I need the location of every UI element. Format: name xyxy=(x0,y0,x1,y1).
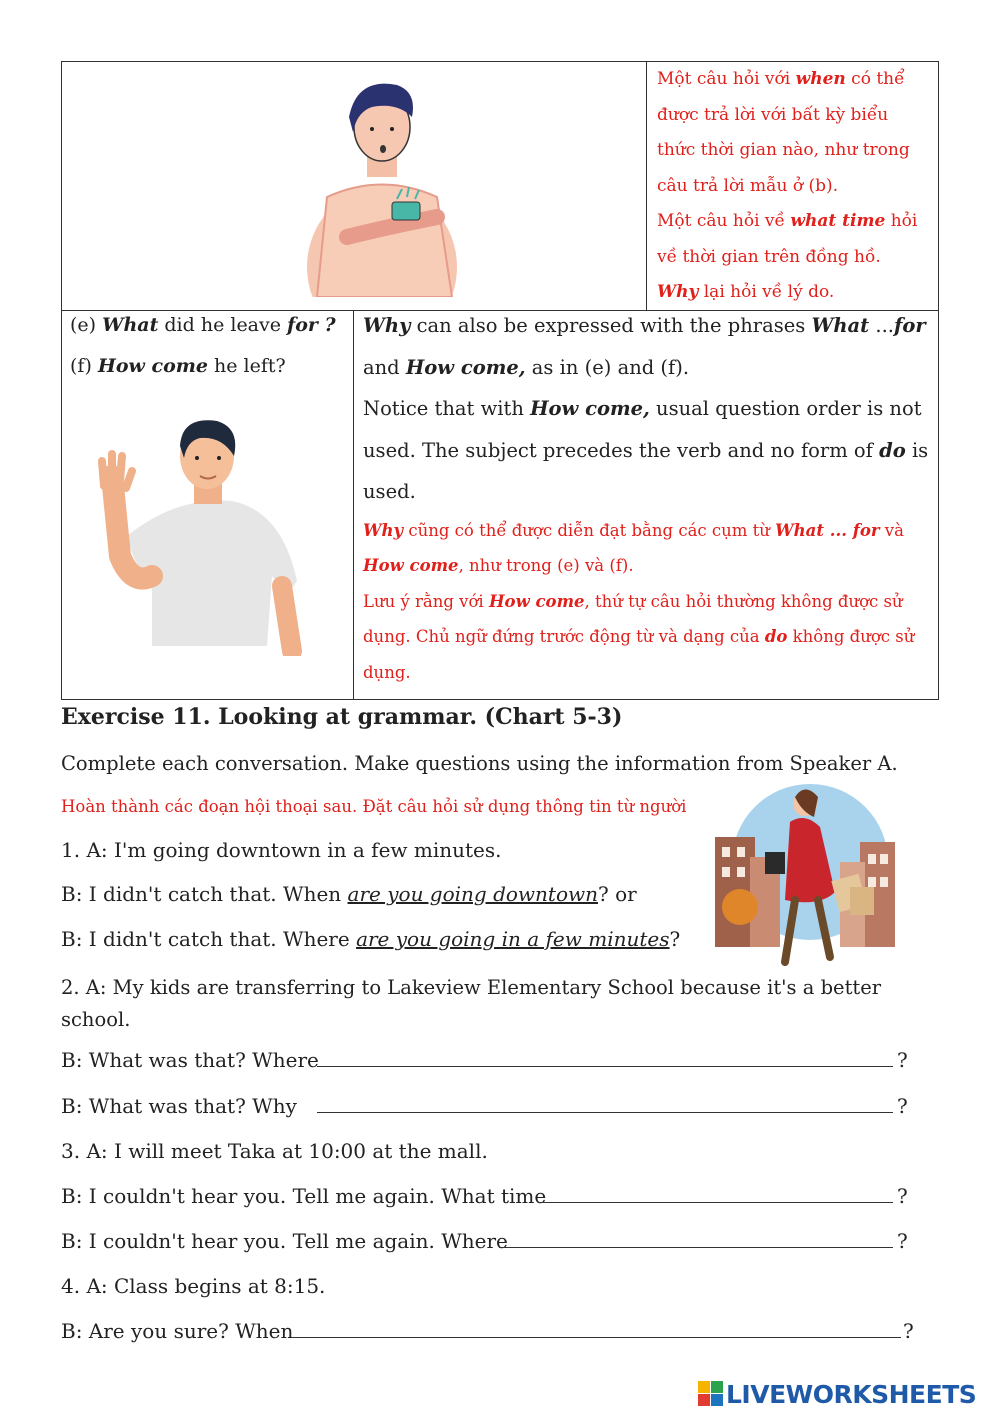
exercise-title: Exercise 11. Looking at grammar. (Chart 5-3) xyxy=(61,704,623,730)
q2-b2-answer-blank[interactable] xyxy=(317,1094,893,1113)
logo-text: LIVEWORKSHEETS xyxy=(726,1379,977,1409)
shopping-woman-illustration xyxy=(710,782,910,972)
note-p1: Một câu hỏi với when có thể được trả lời với bất kỳ biểu thức thời gian nào, như trong câu trả lời mẫu ở (b). xyxy=(657,69,910,196)
q2-a: 2. A: My kids are transferring to Lakeview Elementary School because it's a better school. xyxy=(61,976,882,1031)
q4-b1-answer-blank[interactable] xyxy=(293,1319,901,1338)
liveworksheets-logo[interactable] xyxy=(698,1378,976,1410)
q1-b2: B: I didn't catch that. Where are you going in a few minutes? xyxy=(61,927,681,951)
example-e: (e) What did he leave for ? xyxy=(70,314,336,336)
table-row1-note-cell xyxy=(646,61,939,311)
q3-b1-answer-blank[interactable] xyxy=(539,1184,893,1203)
q2-b2: B: What was that? Why ? xyxy=(61,1094,908,1118)
q3-b1: B: I couldn't hear you. Tell me again. What time ? xyxy=(61,1184,908,1208)
table-row1-image-cell xyxy=(61,61,647,311)
explanation-en-1: Why can also be expressed with the phrases What ...for and How come, as in (e) and (f). xyxy=(363,314,926,379)
q1-b2-answer: are you going in a few minutes xyxy=(356,927,670,951)
q3-b2: B: I couldn't hear you. Tell me again. Where ? xyxy=(61,1229,908,1253)
example-f: (f) How come he left? xyxy=(70,355,286,377)
explanation-vi-1: Why cũng có thể được diễn đạt bằng các cụm từ What ... for và How come, như trong (e) và (f). xyxy=(363,520,904,575)
logo-mark-icon xyxy=(698,1381,724,1407)
q1-b1: B: I didn't catch that. When are you going downtown? or xyxy=(61,882,637,906)
explanation-vi-2: Lưu ý rằng với How come, thứ tự câu hỏi thường không được sử dụng. Chủ ngữ đứng trước động từ và dạng của do không được sử dụng. xyxy=(363,591,915,682)
q3-a: 3. A: I will meet Taka at 10:00 at the mall. xyxy=(61,1139,488,1163)
q4-a: 4. A: Class begins at 8:15. xyxy=(61,1274,326,1298)
exercise-instruction: Complete each conversation. Make questions using the information from Speaker A. xyxy=(61,752,898,775)
waving-man-illustration xyxy=(82,416,312,656)
table-row2-examples-cell xyxy=(61,310,354,700)
explanation-en-2: Notice that with How come, usual question order is not used. The subject precedes the verb and no form of do is used. xyxy=(363,397,929,503)
q3-b2-answer-blank[interactable] xyxy=(499,1229,893,1248)
man-checking-watch-illustration xyxy=(287,77,487,297)
q4-b1: B: Are you sure? When ? xyxy=(61,1319,914,1343)
q2-b1: B: What was that? Where ? xyxy=(61,1048,908,1072)
exercise-instruction-vi: Hoàn thành các đoạn hội thoại sau. Đặt câu hỏi sử dụng thông tin từ người xyxy=(61,797,687,816)
note-p2: Một câu hỏi về what time hỏi về thời gian trên đồng hồ. xyxy=(657,211,918,267)
q1-a: 1. A: I'm going downtown in a few minutes. xyxy=(61,838,502,862)
q2-b1-answer-blank[interactable] xyxy=(317,1048,893,1067)
table-row2-explanation-cell xyxy=(353,310,939,700)
q1-b1-answer: are you going downtown xyxy=(347,882,599,906)
note-p3: Why lại hỏi về lý do. xyxy=(657,282,835,302)
